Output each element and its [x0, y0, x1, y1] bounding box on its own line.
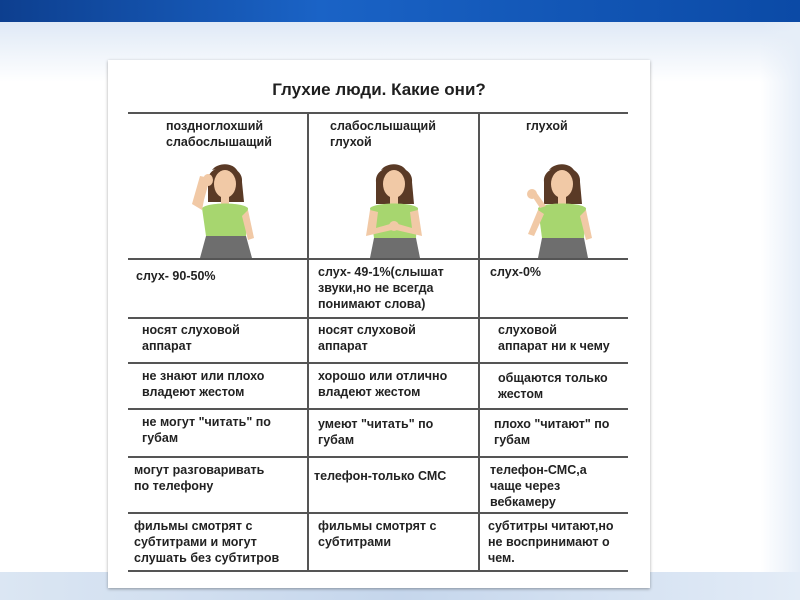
table-divider	[128, 362, 628, 364]
table-divider	[128, 258, 628, 260]
girl-hand-sign-figure	[514, 154, 604, 258]
table-card	[108, 60, 650, 588]
table-divider	[128, 456, 628, 458]
table-cell: телефон-СМС,а чаще через вебкамеру	[490, 463, 587, 509]
girl-hands-signing-figure	[350, 154, 440, 258]
table-divider	[128, 570, 628, 572]
table-cell: слух- 49-1%(слышат звуки,но не всегда понимают слова)	[318, 265, 444, 311]
table-cell: не знают или плохо владеют жестом	[142, 369, 265, 399]
column-header: слабослышащий глухой	[330, 119, 436, 149]
table-cell: фильмы смотрят с субтитрами	[318, 519, 437, 549]
table-divider	[128, 317, 628, 319]
table-cell: не могут "читать" по губам	[142, 415, 271, 445]
column-divider	[478, 112, 480, 570]
table-cell: умеют "читать" по губам	[318, 417, 434, 447]
slide-top-band	[0, 0, 800, 22]
column-divider	[307, 112, 309, 570]
table-cell: хорошо или отлично владеют жестом	[318, 369, 448, 399]
table-cell: плохо "читают" по губам	[494, 417, 610, 447]
table-cell: могут разговаривать по телефону	[134, 463, 265, 493]
column-header: глухой	[526, 119, 568, 133]
table-divider	[128, 408, 628, 410]
page-title: Глухие люди. Какие они?	[272, 80, 486, 99]
table-cell: слуховой аппарат ни к чему	[498, 323, 610, 353]
girl-hand-on-ear-figure	[186, 154, 266, 258]
table-divider	[128, 112, 628, 114]
table-cell: фильмы смотрят с субтитрами и могут слушать без субтитров	[134, 519, 280, 565]
table-cell: носят слуховой аппарат	[318, 323, 416, 353]
table-cell: телефон-только СМС	[314, 469, 447, 483]
table-cell: субтитры читают,но не воспринимают о чем.	[488, 519, 614, 565]
table-cell: слух- 90-50%	[136, 269, 216, 283]
table-cell: общаются только жестом	[498, 371, 608, 401]
table-cell: слух-0%	[490, 265, 542, 279]
column-header: поздноглохший слабослышащий	[166, 119, 272, 149]
table-cell: носят слуховой аппарат	[142, 323, 240, 353]
slide-edge	[760, 22, 800, 572]
table-divider	[128, 512, 628, 514]
